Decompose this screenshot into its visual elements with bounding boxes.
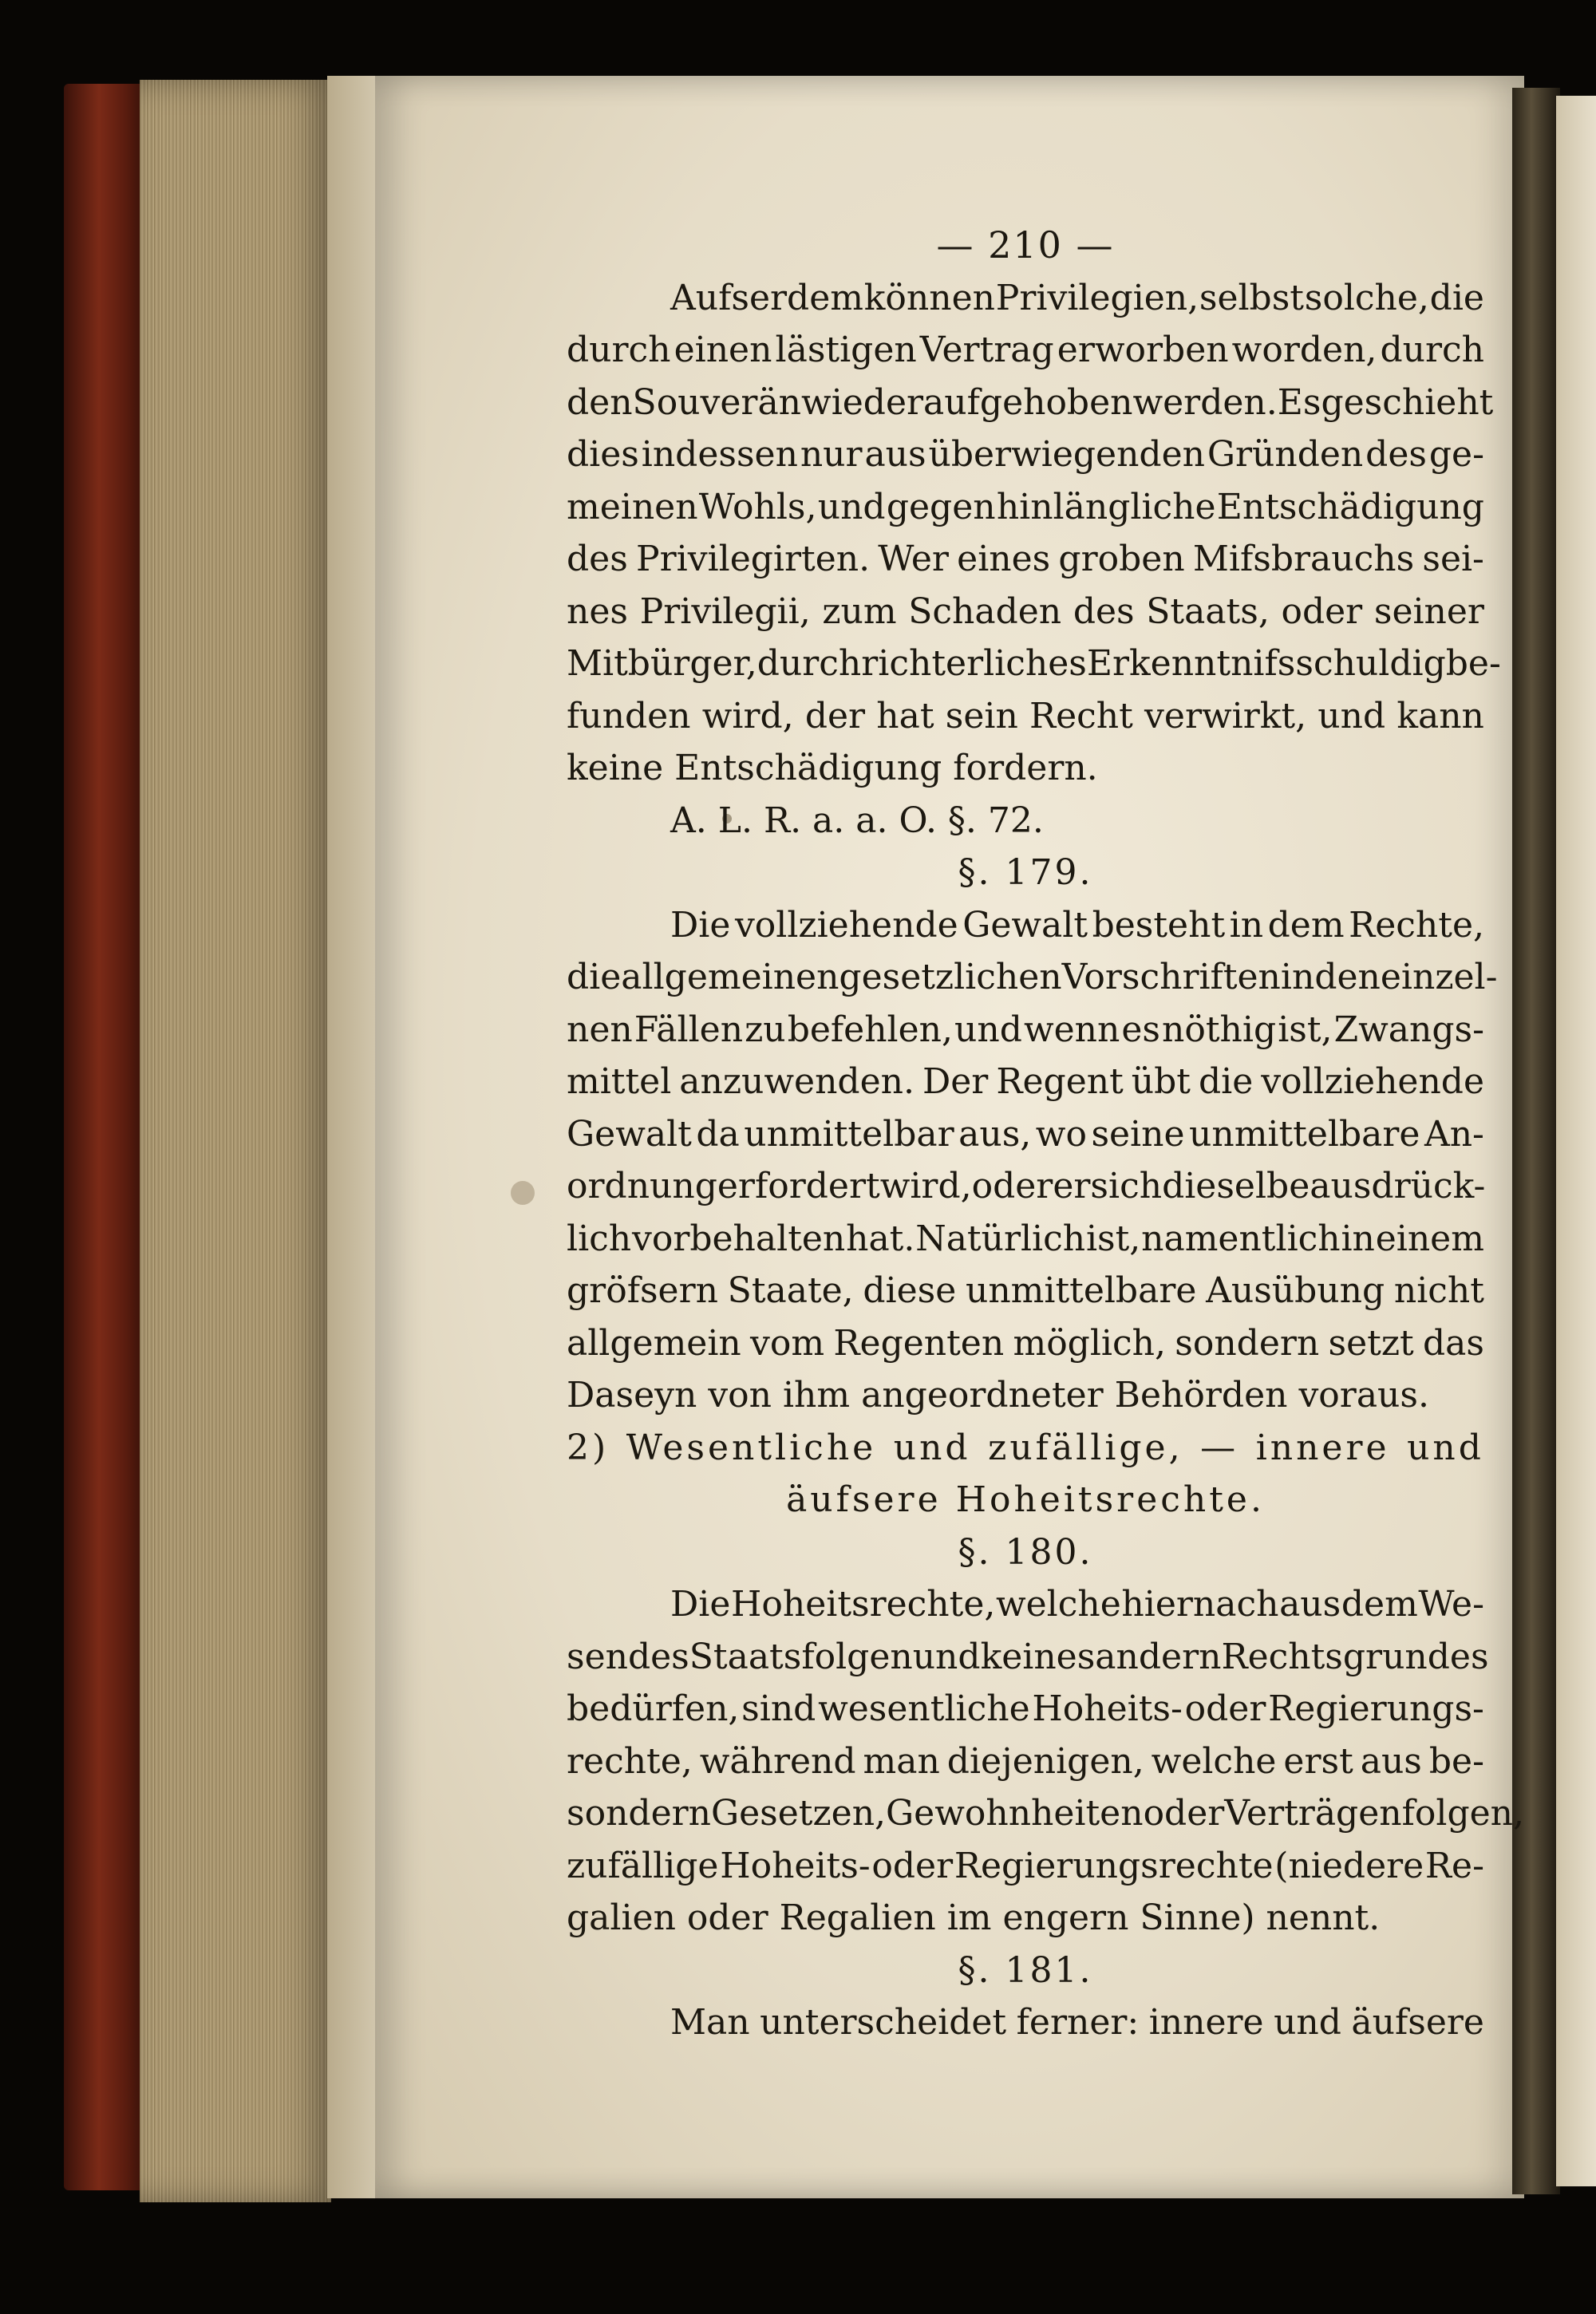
text-line: Mitbürger, durch richterliches Erkenntnifs schuldig be-: [567, 643, 1501, 684]
text-line: den Souverän wieder aufgehoben werden. Es geschieht: [567, 381, 1494, 423]
text-line: äufsere Hoheitsrechte.: [786, 1479, 1265, 1520]
text-line: allgemein vom Regenten möglich, sondern setzt das: [567, 1322, 1484, 1364]
text-line: rechte, während man diejenigen, welche erst aus be-: [567, 1740, 1484, 1782]
text-line: meinen Wohls, und gegen hinlängliche Entschädigung: [567, 486, 1484, 527]
text-line: zufällige Hoheits- oder Regierungsrechte (niedere Re-: [567, 1845, 1484, 1886]
text-line: bedürfen, sind wesentliche Hoheits- oder Regierungs-: [567, 1688, 1484, 1729]
text-line: des Privilegirten. Wer eines groben Mifsbrauchs sei-: [567, 539, 1484, 579]
text-line: nes Privilegii, zum Schaden des Staats, oder seiner: [567, 590, 1484, 632]
text-line: sondern Gesetzen, Gewohnheiten oder Verträgen folgen,: [567, 1793, 1524, 1834]
text-line: die allgemeinen gesetzlichen Vorschriften in den einzel-: [567, 957, 1498, 997]
text-line: Gewalt da unmittelbar aus, wo seine unmittelbare An-: [567, 1113, 1484, 1155]
text-line: durch einen lästigen Vertrag erworben worden, durch: [567, 330, 1484, 370]
page-text: [567, 219, 1524, 2049]
text-line: 2) Wesentliche und zufällige, — innere und: [567, 1427, 1484, 1468]
text-line: galien oder Regalien im engern Sinne) nennt.: [567, 1897, 1381, 1938]
text-line: A. L. R. a. a. O. §. 72.: [670, 800, 1044, 841]
text-line: §. 181.: [958, 1949, 1093, 1991]
text-line: Aufserdem können Privilegien, selbst solche, die: [670, 277, 1484, 318]
text-line: Daseyn von ihm angeordneter Behörden voraus.: [567, 1375, 1429, 1416]
text-line: §. 179.: [958, 852, 1093, 893]
text-line: Man unterscheidet ferner: innere und äufsere: [670, 2002, 1484, 2043]
text-line: ordnung erfordert wird, oder er sich dieselbe ausdrück-: [567, 1166, 1486, 1206]
book-gutter: [1512, 88, 1560, 2194]
text-line: dies indessen nur aus überwiegenden Gründen des ge-: [567, 434, 1484, 475]
facing-page-edge: [1556, 96, 1596, 2186]
text-line: keine Entschädigung fordern.: [567, 748, 1098, 788]
text-line: nen Fällen zu befehlen, und wenn es nöthig ist, Zwangs-: [567, 1009, 1484, 1050]
text-line: Die Hoheitsrechte, welche hiernach aus dem We-: [670, 1584, 1484, 1625]
text-line: mittel anzuwenden. Der Regent übt die vollziehende: [567, 1061, 1484, 1102]
ink-spot: [511, 1181, 535, 1205]
text-line: funden wird, der hat sein Recht verwirkt, und kann: [567, 695, 1484, 736]
page-stack-edge: [140, 80, 331, 2202]
page-number: — 210 —: [936, 223, 1115, 267]
text-lines: [567, 272, 1524, 2049]
text-line: sen des Staats folgen und keines andern Rechtsgrundes: [567, 1636, 1489, 1677]
text-line: Die vollziehende Gewalt besteht in dem Rechte,: [670, 904, 1484, 946]
text-line: lich vorbehalten hat. Natürlich ist, namentlich in einem: [567, 1218, 1484, 1259]
text-line: gröfsern Staate, diese unmittelbare Ausübung nicht: [567, 1270, 1484, 1311]
book-cover-edge: [64, 84, 152, 2190]
text-line: §. 180.: [958, 1531, 1093, 1573]
